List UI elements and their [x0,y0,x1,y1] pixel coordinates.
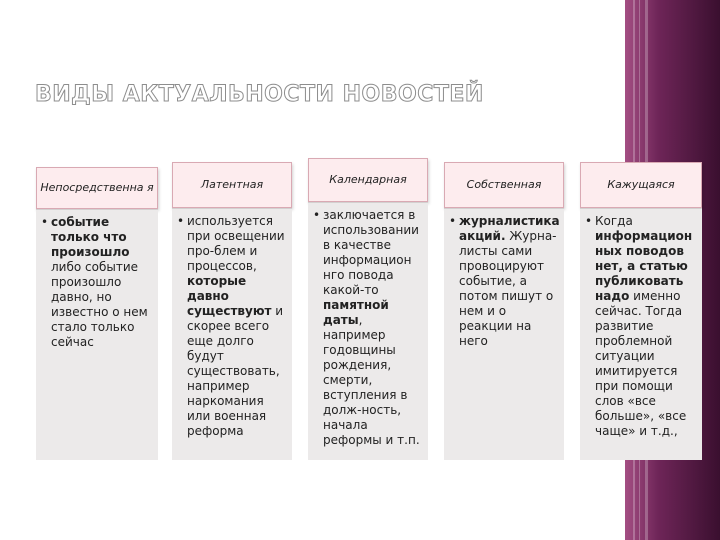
slide-title: ВИДЫ АКТУАЛЬНОСТИ НОВОСТЕЙ [35,82,484,107]
column-body [172,208,292,460]
text-regular: Журна-листы сами провоцируют событие, а потом пишут о нем и о реакции на него [459,229,557,348]
text-bold: событие только что произошло [51,215,130,259]
bullet-icon: • [41,215,49,229]
column-body [308,202,428,460]
column-heading: Собственная [444,162,564,208]
bullet-text [41,215,155,350]
bullet-item [177,214,289,439]
column-heading: Непосредственна я [36,167,158,209]
bullet-item [585,214,699,439]
bullet-text [449,214,561,349]
bullet-icon: • [585,214,593,228]
text-regular: и скорее всего еще долго будут существовать, например наркомания или военная реформа [187,304,284,438]
bullet-icon: • [313,208,321,222]
bullet-item [41,215,155,350]
text-regular: , например годовщины рождения, смерти, вступления в долж-ность, начала реформы и т.п. [323,313,420,447]
bullet-text [585,214,699,439]
column-own [444,162,564,460]
text-regular: либо событие произошло давно, но известно о нем стало только сейчас [51,260,148,349]
text-bold: которые давно существуют [187,274,272,318]
text-regular: именно сейчас. Тогда развитие проблемной ситуации имитируется при помощи слов «все больше», «все чаще» и т.д., [595,289,687,438]
column-heading: Кажущаяся [580,162,702,208]
bullet-text [313,208,425,448]
column-body [580,208,702,460]
column-body [444,208,564,460]
text-bold: памятной даты [323,298,389,327]
column-immediate [36,167,158,460]
column-body [36,209,158,460]
text-bold: информацион ных поводов нет, а статью публиковать надо [595,229,693,303]
bullet-text [177,214,289,439]
bullet-icon: • [449,214,457,228]
column-calendar [308,158,428,460]
text-regular: Когда [595,214,633,228]
column-heading: Латентная [172,162,292,208]
bullet-icon: • [177,214,185,228]
bullet-item [313,208,425,448]
column-heading: Календарная [308,158,428,202]
column-latent [172,162,292,460]
column-apparent [580,162,702,460]
text-regular: заключается в использовании в качестве информацион нго повода какой-то [323,208,419,297]
bullet-item [449,214,561,349]
text-bold: журналистика акций. [459,214,560,243]
text-regular: используется при освещении про-блем и процессов, [187,214,285,273]
